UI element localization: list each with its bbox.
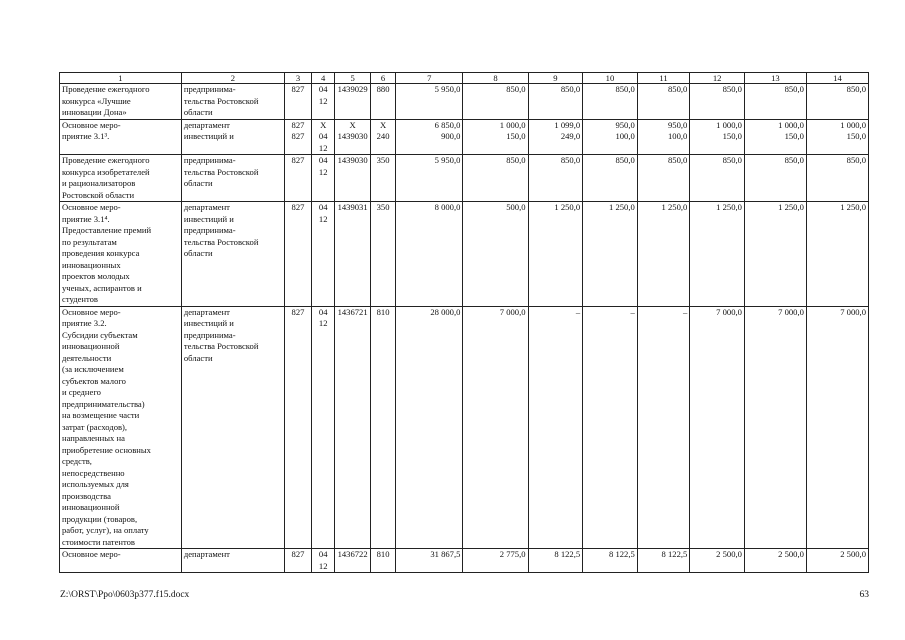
value-cell: 2 500,0 — [690, 549, 745, 573]
col-header: 11 — [637, 73, 690, 84]
table-row — [60, 202, 869, 307]
col-header: 8 — [463, 73, 528, 84]
value-cell: 850,0 — [528, 84, 583, 120]
value-cell: 1436721 — [335, 306, 371, 549]
value-cell: 1439029 — [335, 84, 371, 120]
value-cell: 2 775,0 — [463, 549, 528, 573]
value-cell: 500,0 — [463, 202, 528, 307]
executor-cell: предпринима- тельства Ростовской области — [181, 84, 284, 120]
value-cell: 7 000,0 — [690, 306, 745, 549]
value-cell: – — [637, 306, 690, 549]
value-cell: 04 12 — [312, 84, 335, 120]
value-cell: 5 950,0 — [396, 84, 463, 120]
value-cell: 6 850,0 900,0 — [396, 119, 463, 155]
value-cell: 950,0 100,0 — [583, 119, 638, 155]
value-cell: 1 250,0 — [637, 202, 690, 307]
value-cell: 850,0 — [806, 155, 868, 202]
executor-cell: департамент инвестиций и предпринима- тельства Ростовской области — [181, 202, 284, 307]
value-cell: 850,0 — [583, 155, 638, 202]
table-row — [60, 155, 869, 202]
value-cell: 8 122,5 — [583, 549, 638, 573]
value-cell: 04 12 — [312, 306, 335, 549]
value-cell: 7 000,0 — [744, 306, 806, 549]
value-cell: 850,0 — [744, 84, 806, 120]
value-cell: 04 12 — [312, 549, 335, 573]
value-cell: 1 250,0 — [583, 202, 638, 307]
value-cell: 1436722 — [335, 549, 371, 573]
value-cell: 827 — [284, 202, 311, 307]
value-cell: 350 — [370, 155, 395, 202]
col-header: 2 — [181, 73, 284, 84]
value-cell: 1439031 — [335, 202, 371, 307]
value-cell: 1 099,0 249,0 — [528, 119, 583, 155]
value-cell: 5 950,0 — [396, 155, 463, 202]
value-cell: 810 — [370, 549, 395, 573]
value-cell: 04 12 — [312, 202, 335, 307]
value-cell: 850,0 — [806, 84, 868, 120]
value-cell: 827 — [284, 84, 311, 120]
value-cell: 850,0 — [637, 155, 690, 202]
value-cell: 850,0 — [583, 84, 638, 120]
value-cell: 827 — [284, 549, 311, 573]
value-cell: 350 — [370, 202, 395, 307]
table-row — [60, 84, 869, 120]
executor-cell: департамент — [181, 549, 284, 573]
value-cell: 950,0 100,0 — [637, 119, 690, 155]
value-cell: 850,0 — [690, 155, 745, 202]
value-cell: 7 000,0 — [806, 306, 868, 549]
budget-table — [59, 72, 869, 573]
value-cell: 850,0 — [690, 84, 745, 120]
value-cell: 850,0 — [637, 84, 690, 120]
value-cell: – — [583, 306, 638, 549]
value-cell: 850,0 — [528, 155, 583, 202]
value-cell: X 240 — [370, 119, 395, 155]
value-cell: 827 — [284, 306, 311, 549]
value-cell: 8 000,0 — [396, 202, 463, 307]
measure-name-cell: Проведение ежегодного конкурса «Лучшие инновации Дона» — [60, 84, 182, 120]
value-cell: 8 122,5 — [637, 549, 690, 573]
value-cell: 827 — [284, 155, 311, 202]
measure-name-cell: Основное меро- — [60, 549, 182, 573]
value-cell: 1 000,0 150,0 — [690, 119, 745, 155]
value-cell: 850,0 — [463, 155, 528, 202]
value-cell: 7 000,0 — [463, 306, 528, 549]
value-cell: 2 500,0 — [744, 549, 806, 573]
value-cell: 28 000,0 — [396, 306, 463, 549]
measure-name-cell: Проведение ежегодного конкурса изобретателей и рационализаторов Ростовской области — [60, 155, 182, 202]
value-cell: 1 250,0 — [744, 202, 806, 307]
value-cell: 810 — [370, 306, 395, 549]
measure-name-cell: Основное меро- приятие 3.1⁴. Предоставление премий по результатам проведения конкурса инновационных проектов молодых ученых, аспирантов и студентов — [60, 202, 182, 307]
measure-name-cell: Основное меро- приятие 3.2. Субсидии субъектам инновационной деятельности (за исключением субъектов малого и среднего предпринимательства) на возмещение части затрат (расходов), направленных на приобретение основных средств, непосредственно используемых для производства инновационной продукции (товаров, работ, услуг), на оплату стоимости патентов — [60, 306, 182, 549]
value-cell: – — [528, 306, 583, 549]
value-cell: 850,0 — [463, 84, 528, 120]
value-cell: 2 500,0 — [806, 549, 868, 573]
table-row — [60, 306, 869, 549]
value-cell: 880 — [370, 84, 395, 120]
value-cell: 1439030 — [335, 155, 371, 202]
col-header: 13 — [744, 73, 806, 84]
footer-file-path: Z:\ORST\Ppo\0603p377.f15.docx — [60, 590, 190, 600]
value-cell: 8 122,5 — [528, 549, 583, 573]
col-header: 10 — [583, 73, 638, 84]
col-header: 4 — [312, 73, 335, 84]
col-header: 12 — [690, 73, 745, 84]
col-header: 3 — [284, 73, 311, 84]
table-row — [60, 549, 869, 573]
executor-cell: предпринима- тельства Ростовской области — [181, 155, 284, 202]
col-header: 7 — [396, 73, 463, 84]
value-cell: 827 827 — [284, 119, 311, 155]
executor-cell: департамент инвестиций и — [181, 119, 284, 155]
executor-cell: департамент инвестиций и предпринима- тельства Ростовской области — [181, 306, 284, 549]
value-cell: X 04 12 — [312, 119, 335, 155]
col-header: 14 — [806, 73, 868, 84]
value-cell: 04 12 — [312, 155, 335, 202]
value-cell: 1 250,0 — [806, 202, 868, 307]
col-header: 5 — [335, 73, 371, 84]
col-header: 9 — [528, 73, 583, 84]
value-cell: X 1439030 — [335, 119, 371, 155]
value-cell: 1 250,0 — [528, 202, 583, 307]
value-cell: 1 000,0 150,0 — [744, 119, 806, 155]
col-header: 6 — [370, 73, 395, 84]
measure-name-cell: Основное меро- приятие 3.1³. — [60, 119, 182, 155]
footer-page-number: 63 — [859, 590, 869, 600]
value-cell: 850,0 — [744, 155, 806, 202]
value-cell: 1 000,0 150,0 — [806, 119, 868, 155]
value-cell: 31 867,5 — [396, 549, 463, 573]
value-cell: 1 000,0 150,0 — [463, 119, 528, 155]
table-row — [60, 119, 869, 155]
column-number-row — [60, 73, 869, 84]
col-header: 1 — [60, 73, 182, 84]
value-cell: 1 250,0 — [690, 202, 745, 307]
